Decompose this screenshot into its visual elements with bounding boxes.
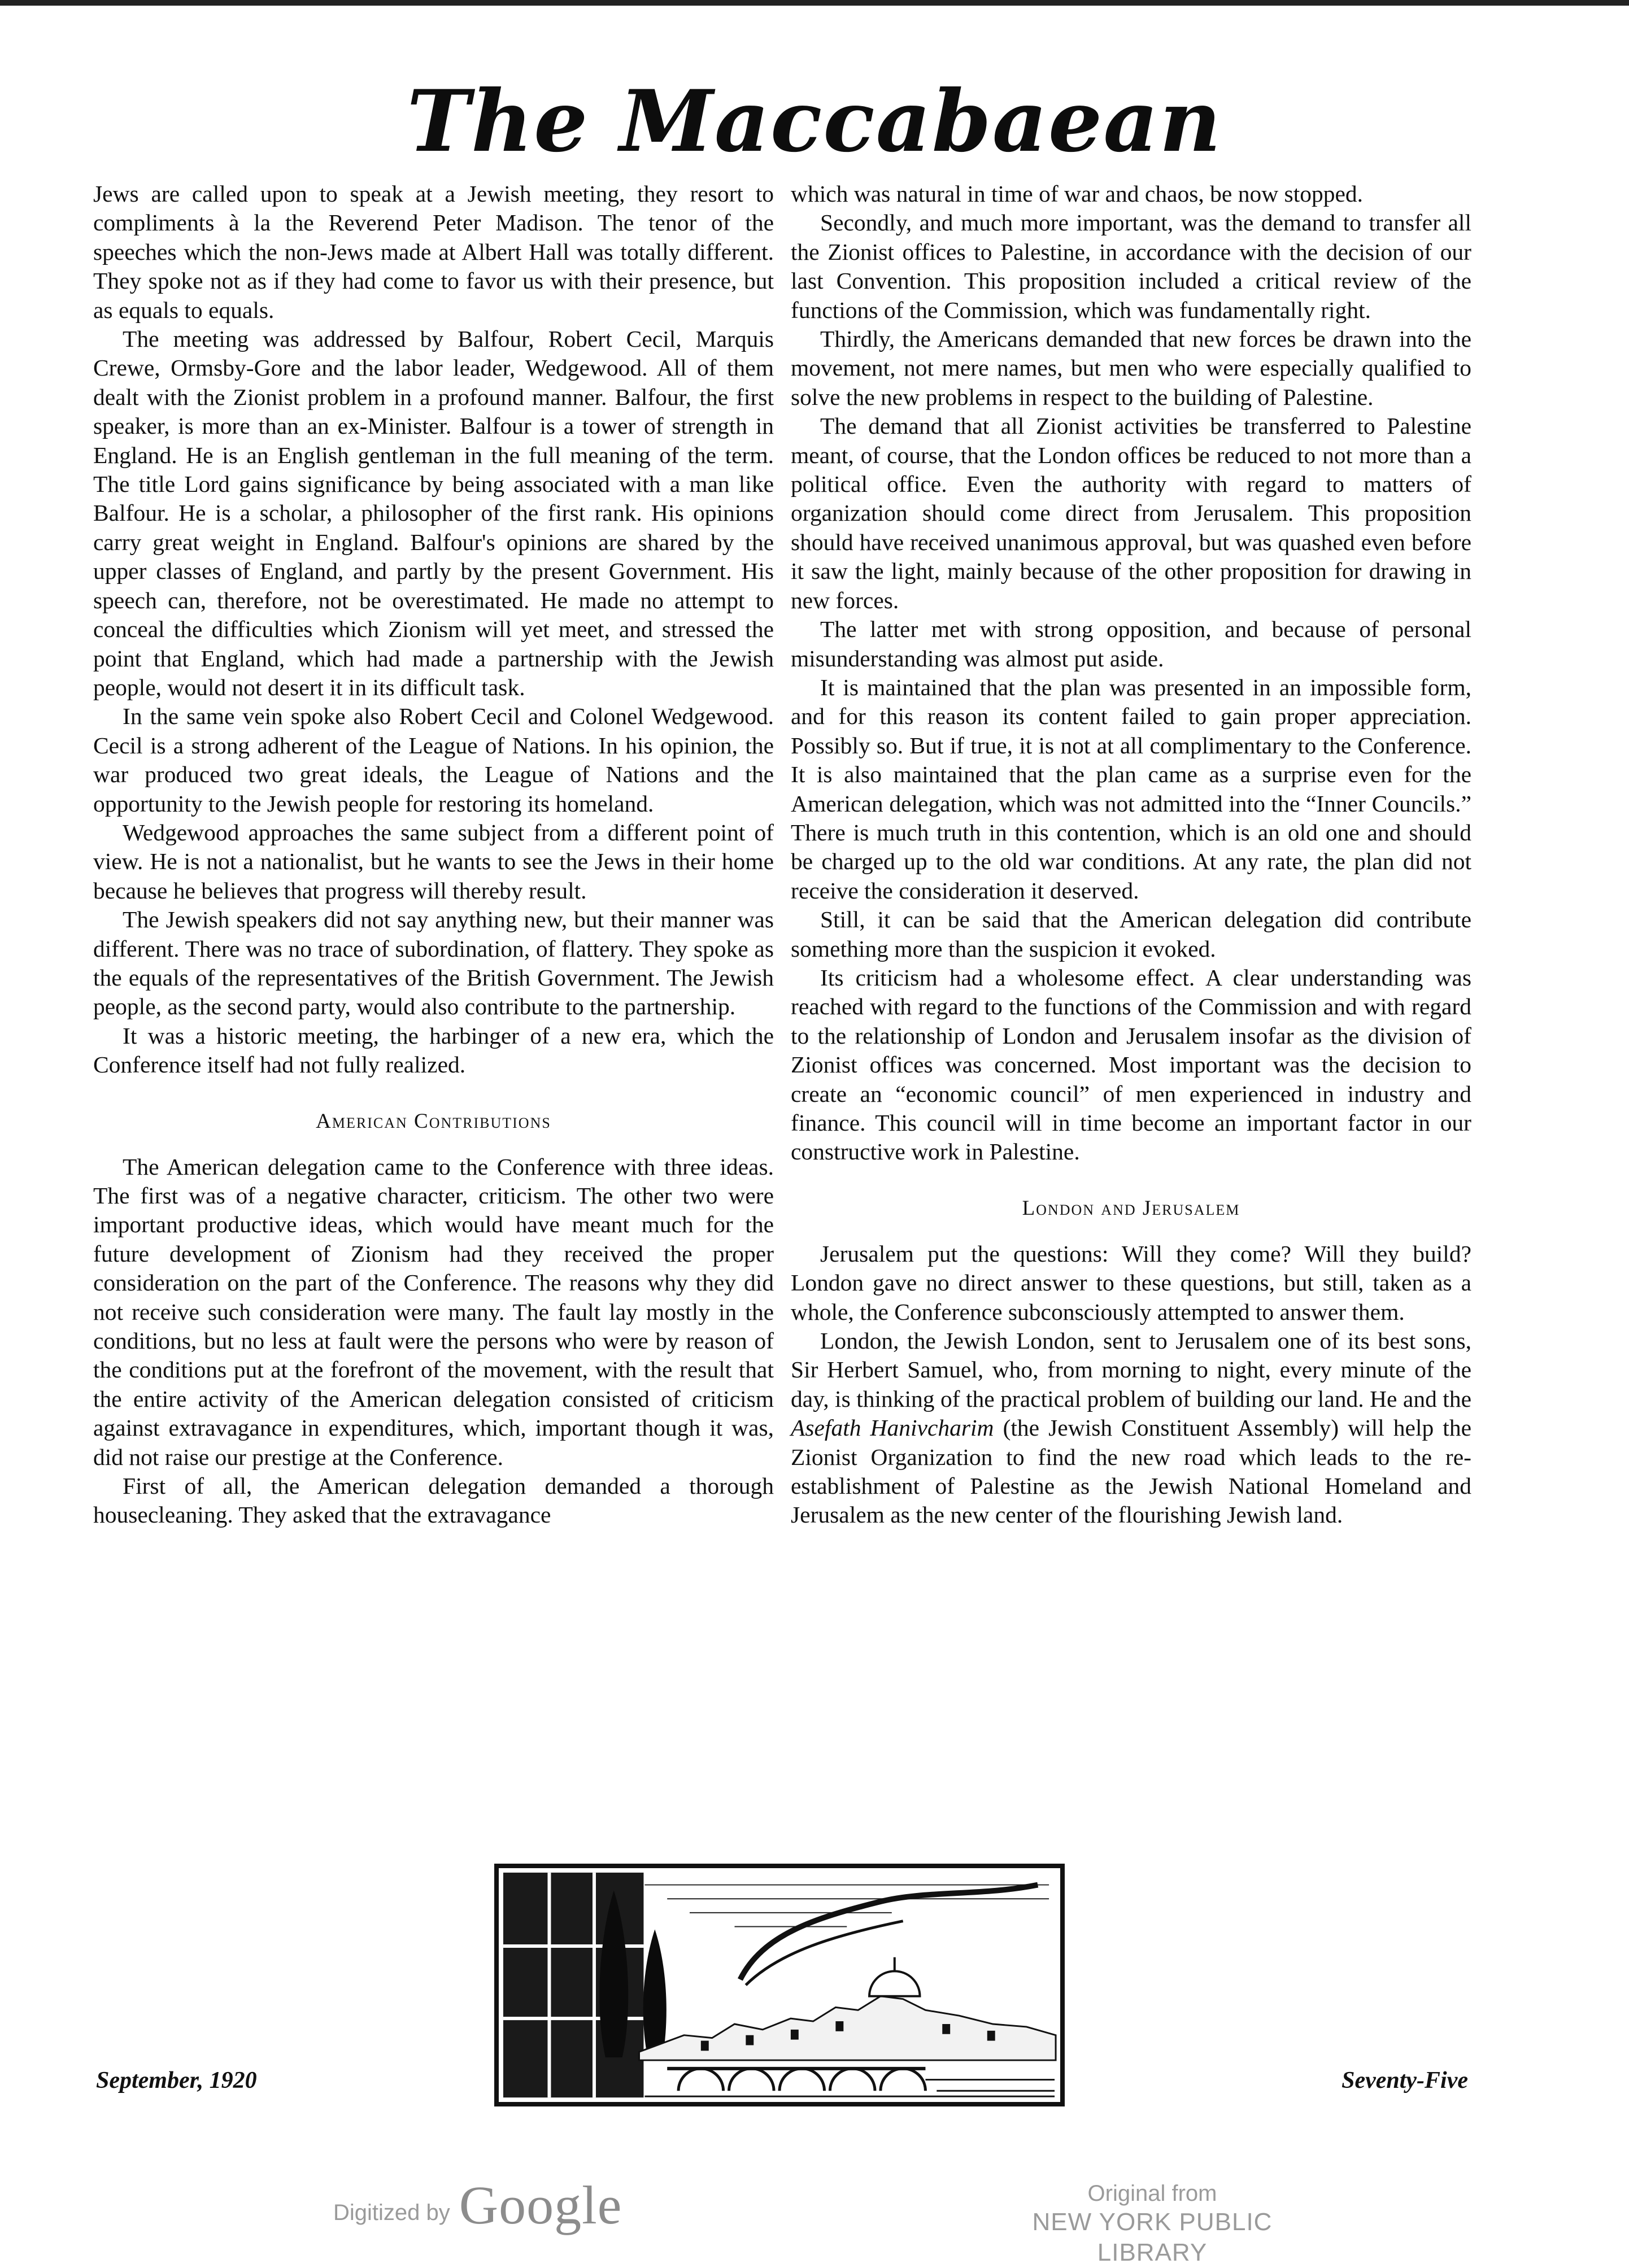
library-attribution bbox=[977, 2180, 1327, 2268]
section-heading-london-and-jerusalem: London and Jerusalem bbox=[1022, 1196, 1240, 1220]
article-paragraph: Still, it can be said that the American delegation did contribute something more than the suspicion it evoked. bbox=[791, 906, 1471, 962]
top-edge-rule bbox=[0, 0, 1629, 6]
page-number: Seventy-Five bbox=[1341, 2068, 1468, 2093]
article-paragraph-final bbox=[791, 1327, 1471, 1530]
library-name: NEW YORK PUBLIC LIBRARY bbox=[1032, 2208, 1273, 2266]
article-paragraph: Wedgewood approaches the same subject from a different point of view. He is not a nationalist, but he wants to see the Jews in their home because he believes that progress will thereby result. bbox=[93, 819, 774, 904]
page-header bbox=[0, 73, 1629, 169]
article-paragraph: The demand that all Zionist activities be transferred to Palestine meant, of course, that the London offices be reduced to not more than a political office. Even the authority with regard to matters of organization should come direct from Jerusalem. This proposition should have received unanimous approval, but was quashed even before it saw the light, mainly because of the other proposition for drawing in new forces. bbox=[791, 413, 1471, 613]
original-from-label: Original from bbox=[1087, 2181, 1217, 2206]
article-paragraph: Secondly, and much more important, was the demand to transfer all the Zionist offices to Palestine, in accordance with the decision of our last Convention. This proposition included a critical review of the functions of the Commission, which was fundamentally right. bbox=[791, 210, 1471, 323]
right-column bbox=[791, 180, 1471, 1530]
article-paragraph: In the same vein spoke also Robert Cecil and Colonel Wedgewood. Cecil is a strong adherent of the League of Nations. In his opinion, the war produced two great ideals, the League of Nations and the opportunity to the Jewish people for restoring its homeland. bbox=[93, 703, 774, 817]
cityscape-engraving bbox=[499, 1868, 1060, 2102]
google-logo-text: Google bbox=[459, 2175, 622, 2235]
issue-date: September, 1920 bbox=[96, 2068, 257, 2093]
masthead-title: The Maccabaean bbox=[407, 72, 1222, 171]
article-paragraph: Its criticism had a wholesome effect. A clear understanding was reached with regard to the functions of the Commission and with regard to the relationship of London and Jerusalem insofar as the division of Zionist offices was concerned. Most important was the decision to create an “economic council” of men experienced in industry and finance. This council will in time become an important factor in our constructive work in Palestine. bbox=[791, 964, 1471, 1165]
article-paragraph: which was natural in time of war and chaos, be now stopped. bbox=[791, 181, 1364, 207]
article-paragraph: It is maintained that the plan was presented in an impossible form, and for this reason its content failed to gain proper appreciation. Possibly so. But if true, it is not at all complimentary to the Conference. It is also maintained that the plan came as a surprise even for the American delegation, which was not admitted into the “Inner Councils.” There is much truth in this contention, which is an old one and should be charged up to the old war conditions. At any rate, the plan did not receive the consideration it deserved. bbox=[791, 674, 1471, 904]
left-column bbox=[93, 180, 774, 1530]
section-heading-american-contributions: American Contributions bbox=[316, 1109, 551, 1133]
article-paragraph: The Jewish speakers did not say anything new, but their manner was different. There was no trace of subordination, of flattery. They spoke as the equals of the representatives of the British Government. The Jewish people, as the second party, would also contribute to the partnership. bbox=[93, 906, 774, 1020]
article-paragraph: First of all, the American delegation demanded a thorough housecleaning. They asked that the extravagance bbox=[93, 1473, 774, 1528]
article-paragraph: The meeting was addressed by Balfour, Robert Cecil, Marquis Crewe, Ormsby-Gore and the labor leader, Wedgewood. All of them dealt with the Zionist problem in a profound manner. Balfour, the first speaker, is more than an ex-Minister. Balfour is a tower of strength in England. He is an English gentleman in the full meaning of the term. The title Lord gains significance by being associated with a man like Balfour. He is a scholar, a philosopher of the first rank. His opinions carry great weight in England. Balfour's opinions are shared by the upper classes of England, and partly by the present Government. His speech can, therefore, not be overestimated. He made no attempt to conceal the difficulties which Zionism will yet meet, and stressed the point that England, which had made a partnership with the Jewish people, would not desert it in its difficult task. bbox=[93, 326, 774, 700]
article-paragraph: It was a historic meeting, the harbinger of a new era, which the Conference itself had not fully realized. bbox=[93, 1022, 774, 1078]
jerusalem-vignette-illustration bbox=[494, 1864, 1065, 2106]
article-paragraph: The American delegation came to the Conference with three ideas. The first was of a negative character, criticism. The other two were important productive ideas, which would have meant much for the future development of Zionism had they received the proper consideration on the part of the Conference. The reasons why they did not receive such consideration were many. The fault lay mostly in the conditions, but no less at fault were the persons who were by reason of the conditions put at the forefront of the movement, with the result that the entire activity of the American delegation consisted of criticism against extravagance in expenditures, which, important though it was, did not raise our prestige at the Conference. bbox=[93, 1153, 774, 1470]
article-paragraph: Jews are called upon to speak at a Jewish meeting, they resort to compliments à la the Reverend Peter Madison. The tenor of the speeches which the non-Jews made at Albert Hall was totally different. They spoke not as if they had come to favor us with their presence, but as equals to equals. bbox=[93, 181, 774, 323]
text-run: (the Jewish Constituent Assembly) will help the Zionist Organization to find the new road which leads to the re-establishment of Palestine as the Jewish National Homeland and Jerusalem as the new center of the flourishing Jewish land. bbox=[791, 1415, 1471, 1528]
article-paragraph: The latter met with strong opposition, and because of personal misunderstanding was almost put aside. bbox=[791, 616, 1471, 671]
article-paragraph: Thirdly, the Americans demanded that new forces be drawn into the movement, not mere names, but men who were especially qualified to solve the new problems in respect to the building of Palestine. bbox=[791, 326, 1471, 410]
digitized-by-watermark bbox=[333, 2177, 622, 2234]
italic-term: Asefath Hanivcharim bbox=[791, 1415, 994, 1441]
article-paragraph: Jerusalem put the questions: Will they come? Will they build? London gave no direct answer to these questions, but still, taken as a whole, the Conference subconsciously attempted to answer them. bbox=[791, 1240, 1471, 1325]
digitized-by-label: Digitized by bbox=[333, 2200, 450, 2225]
text-run: London, the Jewish London, sent to Jerusalem one of its best sons, Sir Herbert Samuel, who, from morning to night, every minute of the day, is thinking of the practical problem of building our land. He and the bbox=[791, 1328, 1471, 1412]
